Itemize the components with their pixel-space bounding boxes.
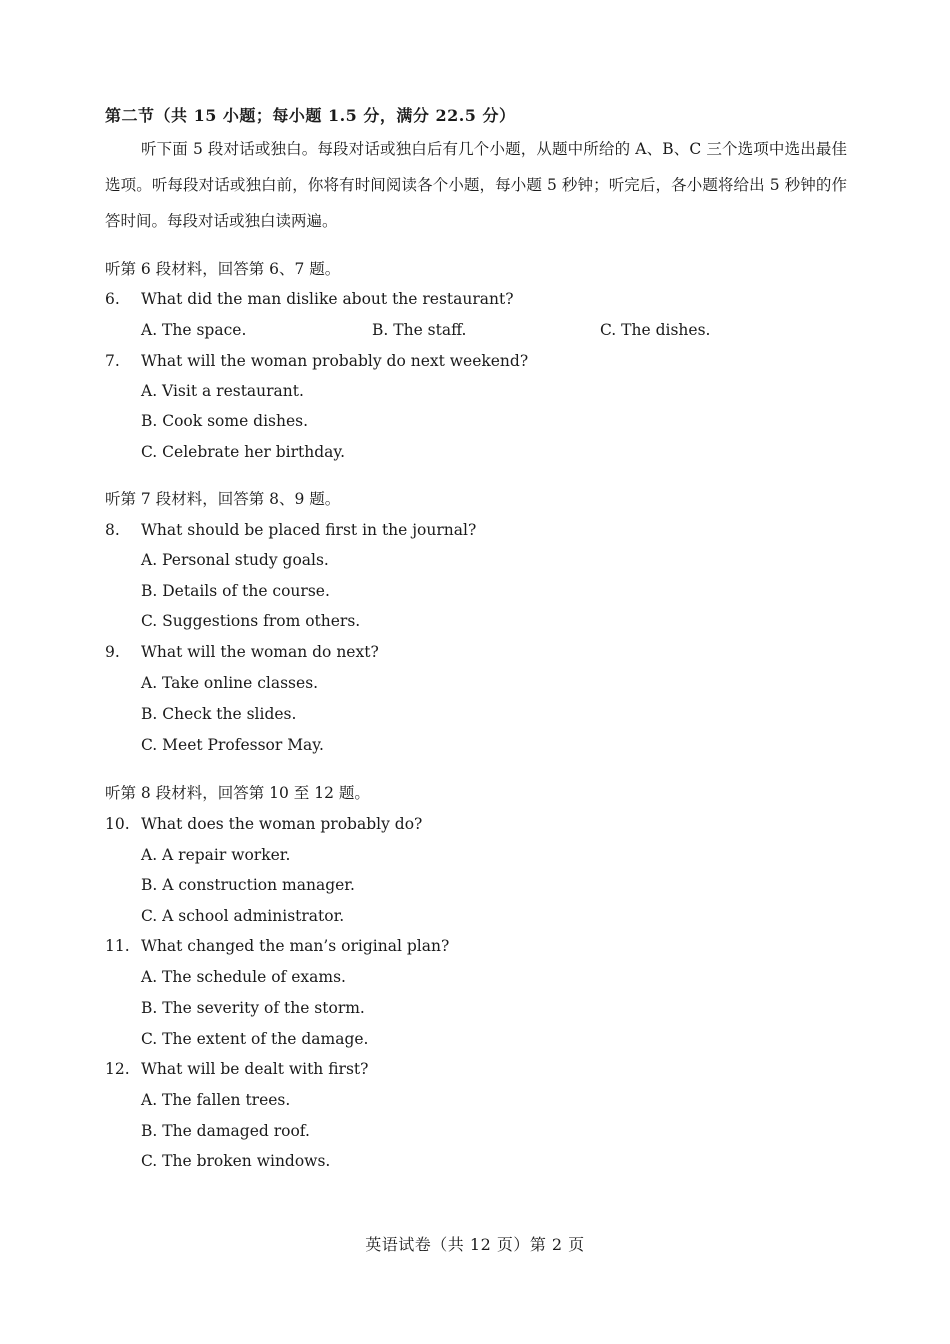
question-text: What did the man dislike about the restaurant? xyxy=(141,290,514,308)
question-text: What will be dealt with first? xyxy=(141,1060,369,1078)
option: B. Details of the course. xyxy=(141,582,330,600)
question-text: What should be placed first in the journal? xyxy=(141,521,477,539)
question-number: 10. xyxy=(105,815,130,833)
option: C. Suggestions from others. xyxy=(141,612,361,630)
option: B. The staff. xyxy=(372,321,467,339)
question-number: 6. xyxy=(105,290,120,308)
option: A. The schedule of exams. xyxy=(141,968,346,986)
option: B. The damaged roof. xyxy=(141,1122,310,1140)
option: C. The extent of the damage. xyxy=(141,1030,369,1048)
group-heading: 听第 8 段材料，回答第 10 至 12 题。 xyxy=(105,784,370,802)
question-12 xyxy=(105,1060,368,1078)
question-11 xyxy=(105,937,449,955)
question-number: 12. xyxy=(105,1060,130,1078)
question-7 xyxy=(105,352,528,370)
option: A. Take online classes. xyxy=(141,674,319,692)
question-number: 11. xyxy=(105,937,130,955)
group-heading: 听第 7 段材料，回答第 8、9 题。 xyxy=(105,490,341,508)
option: A. The space. xyxy=(141,321,247,339)
section-instructions: 听下面 5 段对话或独白。每段对话或独白后有几个小题，从题中所给的 A、B、C 三个选项中选出最佳选项。听每段对话或独白前，你将有时间阅读各个小题，每小题 5 秒钟；听完后，各小题将给出 5 秒钟的作答时间。每段对话或独白读两遍。 xyxy=(105,140,847,230)
question-6 xyxy=(105,290,514,308)
page-footer: 英语试卷（共 12 页）第 2 页 xyxy=(365,1235,585,1254)
option: C. A school administrator. xyxy=(141,907,345,925)
option: A. Personal study goals. xyxy=(141,551,329,569)
question-9 xyxy=(105,643,379,661)
question-8 xyxy=(105,521,476,539)
question-text: What changed the man’s original plan? xyxy=(141,937,450,955)
question-text: What will the woman do next? xyxy=(141,643,379,661)
option: B. A construction manager. xyxy=(141,876,355,894)
question-10 xyxy=(105,815,422,833)
option: B. Cook some dishes. xyxy=(141,412,309,430)
option: B. Check the slides. xyxy=(141,705,297,723)
option: B. The severity of the storm. xyxy=(141,999,365,1017)
option: C. Celebrate her birthday. xyxy=(141,443,346,461)
question-number: 9. xyxy=(105,643,120,661)
option: C. Meet Professor May. xyxy=(141,736,324,754)
question-text: What will the woman probably do next weekend? xyxy=(141,352,529,370)
option: C. The dishes. xyxy=(600,321,711,339)
section-title: 第二节（共 15 小题；每小题 1.5 分，满分 22.5 分） xyxy=(105,106,516,125)
question-number: 8. xyxy=(105,521,120,539)
option: A. Visit a restaurant. xyxy=(141,382,304,400)
group-heading: 听第 6 段材料，回答第 6、7 题。 xyxy=(105,260,341,278)
question-number: 7. xyxy=(105,352,120,370)
question-text: What does the woman probably do? xyxy=(141,815,423,833)
option: A. A repair worker. xyxy=(141,846,291,864)
option: A. The fallen trees. xyxy=(141,1091,291,1109)
option: C. The broken windows. xyxy=(141,1152,331,1170)
